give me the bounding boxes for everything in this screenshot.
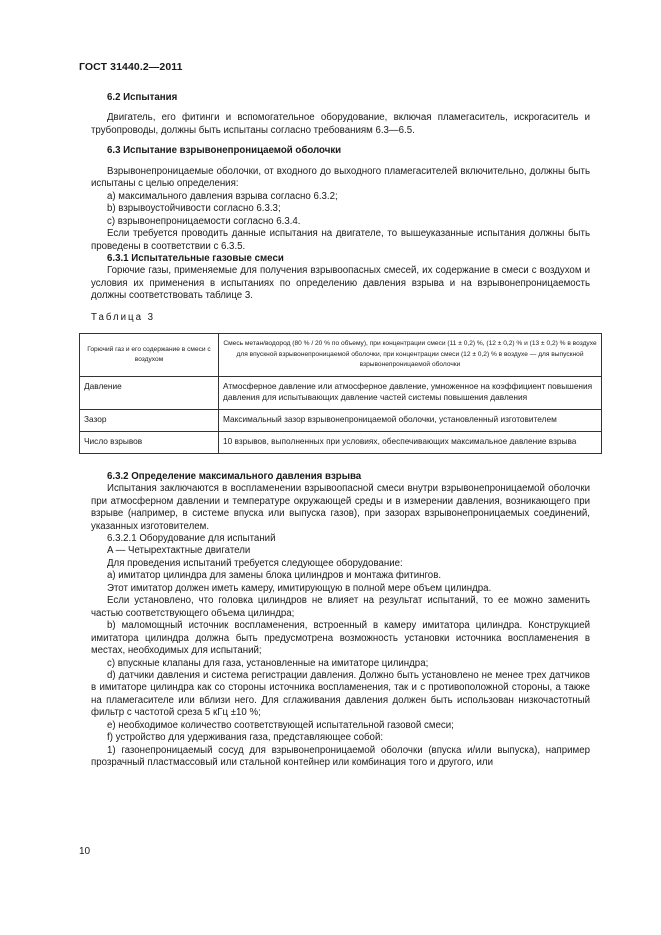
section-6-3-heading: 6.3 Испытание взрывонепроницаемой оболочки xyxy=(107,145,342,157)
equipment-item-e: e) необходимое количество соответствующей испытательной газовой смеси; xyxy=(107,719,454,731)
equipment-item-f-1: 1) газонепроницаемый сосуд для взрывонепроницаемой оболочки (впуска и/или выпуска), например прозрачный пластмассовый или стальной контейнер или комбинация того и другого, или xyxy=(91,744,590,769)
section-6-3-intro: Взрывонепроницаемые оболочки, от входного до выходного пламегасителей включительно, должны быть испытаны с целью определения: xyxy=(91,165,590,190)
section-6-2-heading: 6.2 Испытания xyxy=(107,92,178,103)
table-cell-value: Максимальный зазор взрывонепроницаемой оболочки, установленный изготовителем xyxy=(219,409,602,431)
engine-type-label: A — Четырехтактные двигатели xyxy=(107,545,251,557)
table-cell-param: Число взрывов xyxy=(80,431,219,453)
section-6-3-2-text: Испытания заключаются в воспламенении взрывоопасной смеси внутри взрывонепроницаемой оболочки при атмосферном давлении и температуре окружающей среды и в измерении давления, возникающего при взрыве (например, в системе впуска или выпуска газов), при зазорах взрывонепроницаемых соединений, указанных изготовителем. xyxy=(91,483,590,532)
document-body xyxy=(84,92,597,770)
table-row xyxy=(80,409,602,431)
table-row xyxy=(80,431,602,453)
table-header-row xyxy=(80,334,602,377)
section-6-3-1-text: Горючие газы, применяемые для получения взрывоопасных смесей, их содержание в смеси с воздухом и условия их применения в испытаниях по определению давления взрыва и на взрывонепроницаемость должны соответствовать таблице 3. xyxy=(91,265,590,302)
table-3 xyxy=(79,333,602,454)
table-cell-value: Атмосферное давление или атмосферное давление, умноженное на коэффициент повышения давления для испытывающих давление частей системы повышения давления xyxy=(219,376,602,409)
equipment-item-a-note-2: Если установлено, что головка цилиндров не влияет на результат испытаний, то ее можно заменить частью соответствующего объема цилиндра; xyxy=(91,595,590,619)
table-3-caption: Таблица 3 xyxy=(91,311,156,323)
section-6-3-2-heading: 6.3.2 Определение максимального давления взрыва xyxy=(107,470,362,482)
table-cell-param: Зазор xyxy=(80,409,219,431)
table-cell-value: 10 взрывов, выполненных при условиях, обеспечивающих максимальное давление взрыва xyxy=(219,431,602,453)
equipment-item-b: b) маломощный источник воспламенения, встроенный в камеру имитатора цилиндра. Конструкцией имитатора цилиндра должна быть предусмотрена возможность установки источника воспламенения в местах, необходимых для испытаний; xyxy=(91,620,590,657)
equipment-item-f: f) устройство для удерживания газа, представляющее собой: xyxy=(107,732,384,744)
table-cell-param: Давление xyxy=(80,376,219,409)
section-6-2-text: Двигатель, его фитинги и вспомогательное оборудование, включая пламегаситель, искрогаситель и трубопроводы, должны быть испытаны согласно требованиям 6.3—6.5. xyxy=(91,112,590,136)
equipment-item-d: d) датчики давления и система регистрации давления. Должно быть установлено не менее трех датчиков в имитаторе цилиндра как со стороны источника воспламенения, так и с противоположной стороны, а также на пламегасителе или вблизи него. Для сглаживания давления должен быть использован низкочастотный фильтр с частотой среза 5 кГц ±10 %; xyxy=(91,670,590,719)
equipment-item-a: a) имитатор цилиндра для замены блока цилиндров и монтажа фитингов. xyxy=(107,570,442,582)
table-row xyxy=(80,376,602,409)
section-6-3-item-c: c) взрывонепроницаемости согласно 6.3.4. xyxy=(107,215,301,227)
table-header-gas: Горючий газ и его содержание в смеси с воздухом xyxy=(80,334,219,377)
section-6-3-1-heading: 6.3.1 Испытательные газовые смеси xyxy=(107,252,284,264)
standard-header: ГОСТ 31440.2—2011 xyxy=(79,61,183,73)
section-6-3-2-1-heading: 6.3.2.1 Оборудование для испытаний xyxy=(107,533,276,545)
section-6-3-item-a: a) максимального давления взрыва согласно 6.3.2; xyxy=(107,190,338,202)
equipment-item-c: c) впускные клапаны для газа, установленные на имитаторе цилиндра; xyxy=(107,657,429,669)
section-6-3-note: Если требуется проводить данные испытания на двигателе, то вышеуказанные испытания должны быть проведены в соответствии с 6.3.5. xyxy=(91,228,590,252)
table-header-mixture: Смесь метан/водород (80 % / 20 % по объему), при концентрации смеси (11 ± 0,2) %, (12 ± 0,2) % и (13 ± 0,2) % в воздухе для впускной взрывонепроницаемой оболочки, при концентрации смеси (12 ± 0,2) % в воздухе — для выпускной взрывонепроницаемой оболочки xyxy=(219,334,602,377)
equipment-item-a-note-1: Этот имитатор должен иметь камеру, имитирующую в полной мере объем цилиндра. xyxy=(107,582,492,594)
section-6-3-item-b: b) взрывоустойчивости согласно 6.3.3; xyxy=(107,203,281,215)
page-number: 10 xyxy=(79,846,91,857)
equipment-intro: Для проведения испытаний требуется следующее оборудование: xyxy=(107,557,403,569)
